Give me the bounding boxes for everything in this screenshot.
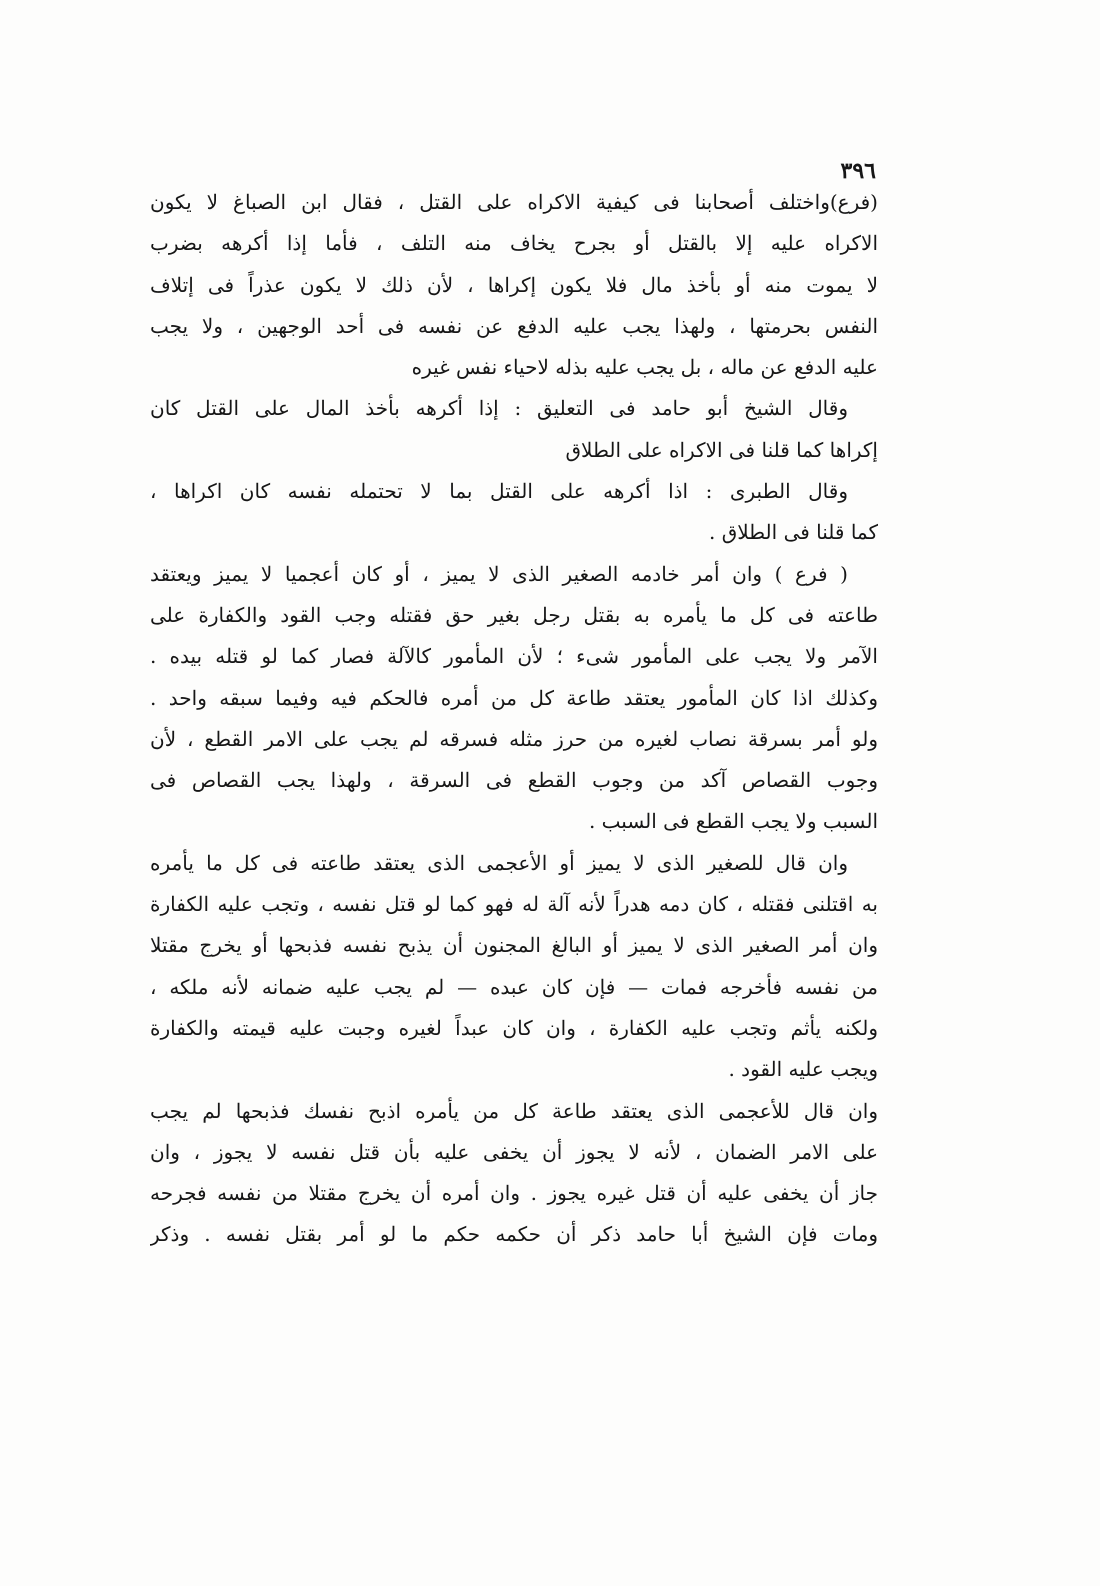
text-line: الآمر ولا يجب على المأمور شىء ؛ لأن المأمور كالآلة فصار كما لو قتله بيده . bbox=[150, 644, 878, 669]
text-line: ( فرع ) وان أمر خادمه الصغير الذى لا يميز ، أو كان أعجميا لا يميز ويعتقد bbox=[150, 561, 848, 586]
text-line: وان أمر الصغير الذى لا يميز أو البالغ المجنون أن يذبح نفسه فذبحها أو يخرج مقتلا bbox=[150, 933, 878, 958]
text-line: طاعته فى كل ما يأمره به بقتل رجل بغير حق فقتله وجب القود والكفارة على bbox=[150, 602, 878, 627]
text-line: إكراها كما قلنا فى الاكراه على الطلاق bbox=[565, 437, 878, 462]
text-line: ويجب عليه القود . bbox=[728, 1057, 878, 1082]
text-line: ولكنه يأثم وتجب عليه الكفارة ، وان كان عبداً لغيره وجبت عليه قيمته والكفارة bbox=[150, 1015, 878, 1040]
text-line: به اقتلنى فقتله ، كان دمه هدراً لأنه آلة له فهو كما لو قتل نفسه ، وتجب عليه الكفارة bbox=[150, 892, 878, 917]
text-line: وقال الشيخ أبو حامد فى التعليق : إذا أكرهه بأخذ المال على القتل كان bbox=[150, 396, 848, 421]
text-line: على الامر الضمان ، لأنه لا يجوز أن يخفى عليه بأن قتل نفسه لا يجوز ، وان bbox=[150, 1139, 878, 1164]
text-line: وكذلك اذا كان المأمور يعتقد طاعة كل من أمره فالحكم فيه وفيما سبقه واحد . bbox=[150, 685, 878, 710]
text-line: النفس بحرمتها ، ولهذا يجب عليه الدفع عن نفسه فى أحد الوجهين ، ولا يجب bbox=[150, 313, 878, 338]
text-line: كما قلنا فى الطلاق . bbox=[708, 520, 878, 545]
text-line: وان قال للصغير الذى لا يميز أو الأعجمى الذى يعتقد طاعته فى كل ما يأمره bbox=[150, 850, 848, 875]
text-line: وان قال للأعجمى الذى يعتقد طاعة كل من يأمره اذبح نفسك فذبحها لم يجب bbox=[150, 1098, 878, 1123]
text-line: من نفسه فأخرجه فمات — فإن كان عبده — لم يجب عليه ضمانه لأنه ملكه ، bbox=[150, 974, 878, 999]
text-line: ولو أمر بسرقة نصاب لغيره من حرز مثله فسرقه لم يجب على الامر القطع ، لأن bbox=[150, 726, 878, 751]
text-line: (فرع)واختلف أصحابنا فى كيفية الاكراه على القتل ، فقال ابن الصباغ لا يكون bbox=[150, 190, 878, 214]
text-line: السبب ولا يجب القطع فى السبب . bbox=[588, 809, 878, 834]
text-line: لا يموت منه أو بأخذ مال فلا يكون إكراها ، لأن ذلك لا يكون عذراً فى إتلاف bbox=[150, 272, 878, 297]
page-number: ٣٩٦ bbox=[840, 158, 876, 184]
text-line: وجوب القصاص آكد من وجوب القطع فى السرقة ، ولهذا يجب القصاص فى bbox=[150, 768, 878, 793]
body-text bbox=[150, 182, 878, 1256]
text-line: وقال الطبرى : اذا أكرهه على القتل بما لا تحتمله نفسه كان اكراها ، bbox=[150, 479, 848, 504]
text-line: الاكراه عليه إلا بالقتل أو بجرح يخاف منه التلف ، فأما إذا أكرهه بضرب bbox=[150, 231, 878, 256]
text-line: عليه الدفع عن ماله ، بل يجب عليه بذله لاحياء نفس غيره bbox=[411, 355, 878, 380]
text-line: جاز أن يخفى عليه أن قتل غيره يجوز . وان أمره أن يخرج مقتلا من نفسه فجرحه bbox=[150, 1181, 878, 1206]
text-line: ومات فإن الشيخ أبا حامد ذكر أن حكمه حكم ما لو أمر بقتل نفسه . وذكر bbox=[150, 1222, 878, 1247]
